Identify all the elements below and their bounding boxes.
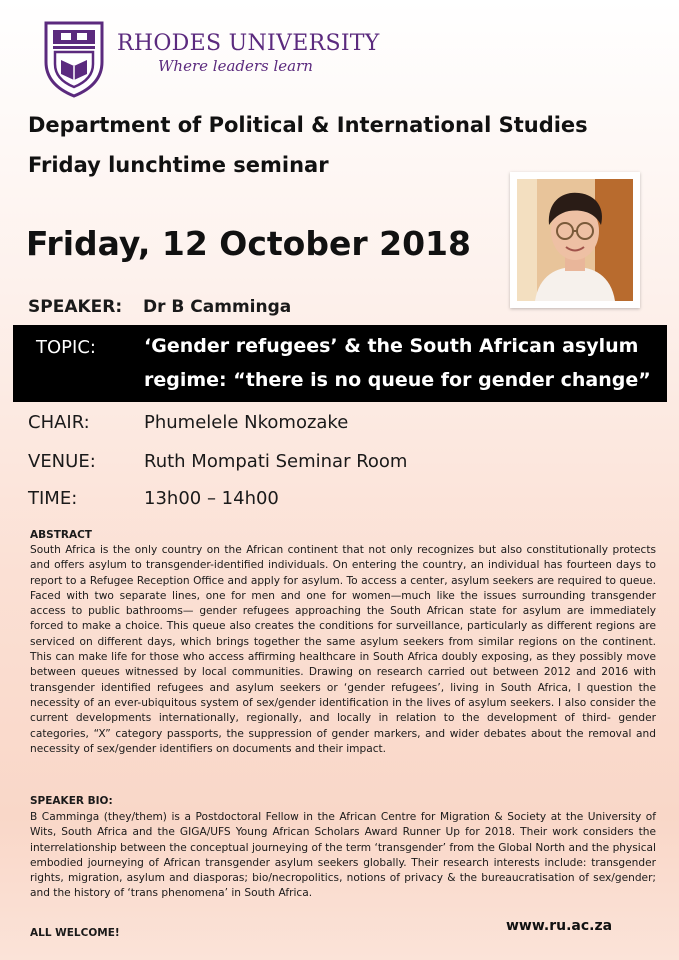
venue-value: Ruth Mompati Seminar Room bbox=[144, 451, 408, 472]
speaker-name: Dr B Camminga bbox=[143, 297, 292, 317]
topic-title-line-2: regime: “there is no queue for gender change” bbox=[144, 369, 651, 391]
speaker-photo bbox=[510, 172, 640, 308]
abstract-text: South Africa is the only country on the African continent that not only recognizes but also constitutionally protects and offers asylum to transgender-identified individuals. On entering the country, an individual has fourteen days to report to a Refugee Reception Office and apply for asylum. To access a center, asylum seekers are required to queue. Faced with two separate lines, one for men and one for women—much like the issues surrounding transgender access to public bathrooms— gender refugees approaching the South African state for asylum are immediately forced to make a choice. This queue also creates the conditions for surveillance, particularly as different regions are serviced on different days, which brings together the same asylum seekers from similar regions on the continent. This can make life for those who access affirming healthcare in South Africa doubly exposing, as they possibly move between queues witnessed by local communities. Drawing on research carried out between 2012 and 2016 with transgender identified refugees and asylum seekers or ‘gender refugees’, living in South Africa, I question the necessity of an ever-ubiquitous system of sex/gender identification in the lives of asylum seekers. I also consider the current developments internationally, regionally, and locally in relation to the development of third- gender categories, “X” category passports, the suppression of gender markers, and wider debates about the removal and necessity of sex/gender identifiers on documents and their impact. bbox=[30, 544, 656, 755]
venue-label: VENUE: bbox=[28, 451, 96, 472]
topic-title-line-1: ‘Gender refugees’ & the South African asylum bbox=[144, 335, 639, 357]
department-title: Department of Political & International Studies bbox=[28, 113, 588, 137]
bio-text: B Camminga (they/them) is a Postdoctoral Fellow in the African Centre for Migration & Society at the University of Wits, South Africa and the GIGA/UFS Young African Scholars Award Runner Up for 2018. Their work considers the interrelationship between the conceptual journeying of the term ‘transgender’ from the Global North and the physical embodied journeying of African transgender asylum seekers globally. Their research interests include: transgender rights, migration, asylum and diasporas; bio/necropolitics, notions of privacy & the bureaucratisation of sex/gender; and the history of ‘trans phenomena’ in South Africa. bbox=[30, 811, 656, 900]
time-label: TIME: bbox=[28, 488, 78, 509]
event-date: Friday, 12 October 2018 bbox=[26, 224, 471, 263]
topic-label: TOPIC: bbox=[36, 337, 96, 358]
chair-label: CHAIR: bbox=[28, 412, 90, 433]
time-value: 13h00 – 14h00 bbox=[144, 488, 279, 509]
speaker-label: SPEAKER: bbox=[28, 297, 123, 317]
university-name: RHODES UNIVERSITY bbox=[117, 31, 380, 56]
university-motto: Where leaders learn bbox=[158, 57, 313, 75]
bio-heading: SPEAKER BIO: bbox=[30, 795, 113, 807]
website-link[interactable]: www.ru.ac.za bbox=[506, 918, 613, 934]
university-crest-icon bbox=[43, 20, 105, 98]
chair-value: Phumelele Nkomozake bbox=[144, 412, 349, 433]
all-welcome-note: ALL WELCOME! bbox=[30, 927, 120, 939]
seminar-series: Friday lunchtime seminar bbox=[28, 153, 329, 177]
abstract-heading: ABSTRACT bbox=[30, 529, 92, 541]
